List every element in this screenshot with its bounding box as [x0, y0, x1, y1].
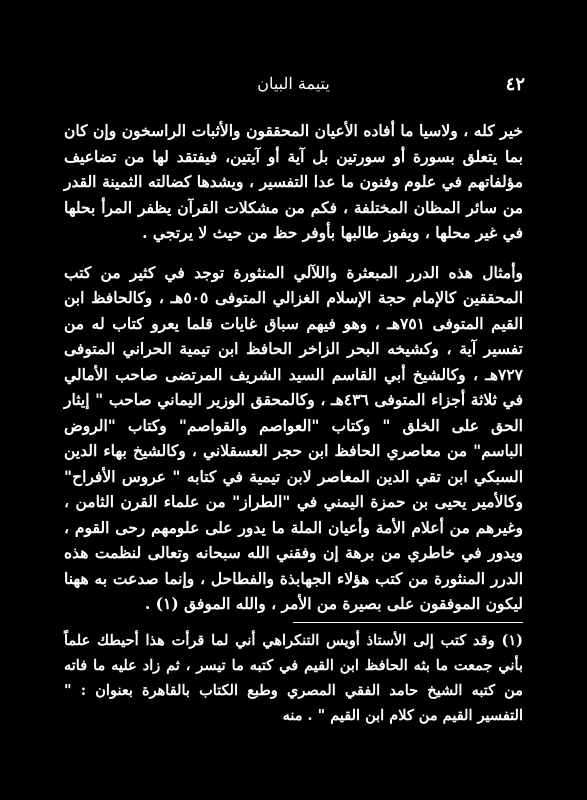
paragraph-2: وأمثال هذه الدرر المبعثرة واللآلي المنثورة توجد في كثير من كتب المحققين كالإمام حجة الإسلام الغزالي المتوفى ٥٠٥هـ ، وكالحافظ ابن القيم المتوفى ٧٥١هـ ، وهو فيهم سباق غايات قلما يعرو كتاب له من تفسير آية ، وكشيخه البحر الزاخر الحافظ ابن تيمية الحراني المتوفى ٧٢٧هـ ، وكالشيخ أبي القاسم السيد الشريف المرتضى صاحب الأمالي في ثلاثة أجزاء المتوفى ٤٣٦هـ ، وكالمحقق الوزير اليماني صاحب " إيثار الحق على الخلق " وكتاب "العواصم والقواصم" وكتاب "الروض الباسم" من معاصري الحافظ ابن حجر العسقلاني ، وكالشيخ بهاء الدين السبكي ابن تقي الدين المعاصر لابن تيمية في كتابه " عروس الأفراح" وكالأمير يحيى بن حمزة اليمني في "الطراز" من علماء القرن الثامن ، وغيرهم من أعلام الأمة وأعيان الملة ما يدور على علومهم رحى القوم ، ويدور في خاطري من برهة إن وفقني الله سبحانه وتعالى لنظمت هذه الدرر المنثورة من كتب هؤلاء الجهابذة والفطاحل ، وإنما صدعت به ههنا ليكون الموفقون على بصيرة من الأمر ، والله الموفق (١) . — [64, 262, 524, 613]
page-number: ٤٢ — [505, 74, 525, 95]
running-title: يتيمة البيان — [257, 74, 330, 93]
page-header — [62, 74, 525, 100]
footnote-separator — [293, 622, 523, 623]
footnote — [64, 628, 523, 728]
main-text — [64, 118, 523, 617]
footnote-text: (١) وقد كتب إلى الأستاذ أويس التنكراهي أني لما قرأت هذا أحيطك علماً بأني جمعت ما بثه الحافظ ابن القيم في كتبه ما تيسر ، ثم زاد عليه ما فاته من كتبه الشيخ حامد الفقي المصري وطبع الكتاب بالقاهرة بعنوان : " التفسير القيم من كلام ابن القيم " . منه — [64, 632, 523, 724]
paragraph-1: خير كله ، ولاسيا ما أفاده الأعيان المحققون والأثبات الراسخون وإن كان بما يتعلق بسورة أو سورتين بل آية أو آيتين، فيفتقد لها من تضاعيف مؤلفاتهم في علوم وفنون ما عدا التفسير ، ويشدها كضالته الثمينة القدر من سائر المظان المختلفة ، فكم من مشكلات القرآن يظفر المرأ بحلها في غير محلها ، ويفوز طالبها بأوفر حظ من حيث لا يرتجي . — [64, 121, 523, 242]
